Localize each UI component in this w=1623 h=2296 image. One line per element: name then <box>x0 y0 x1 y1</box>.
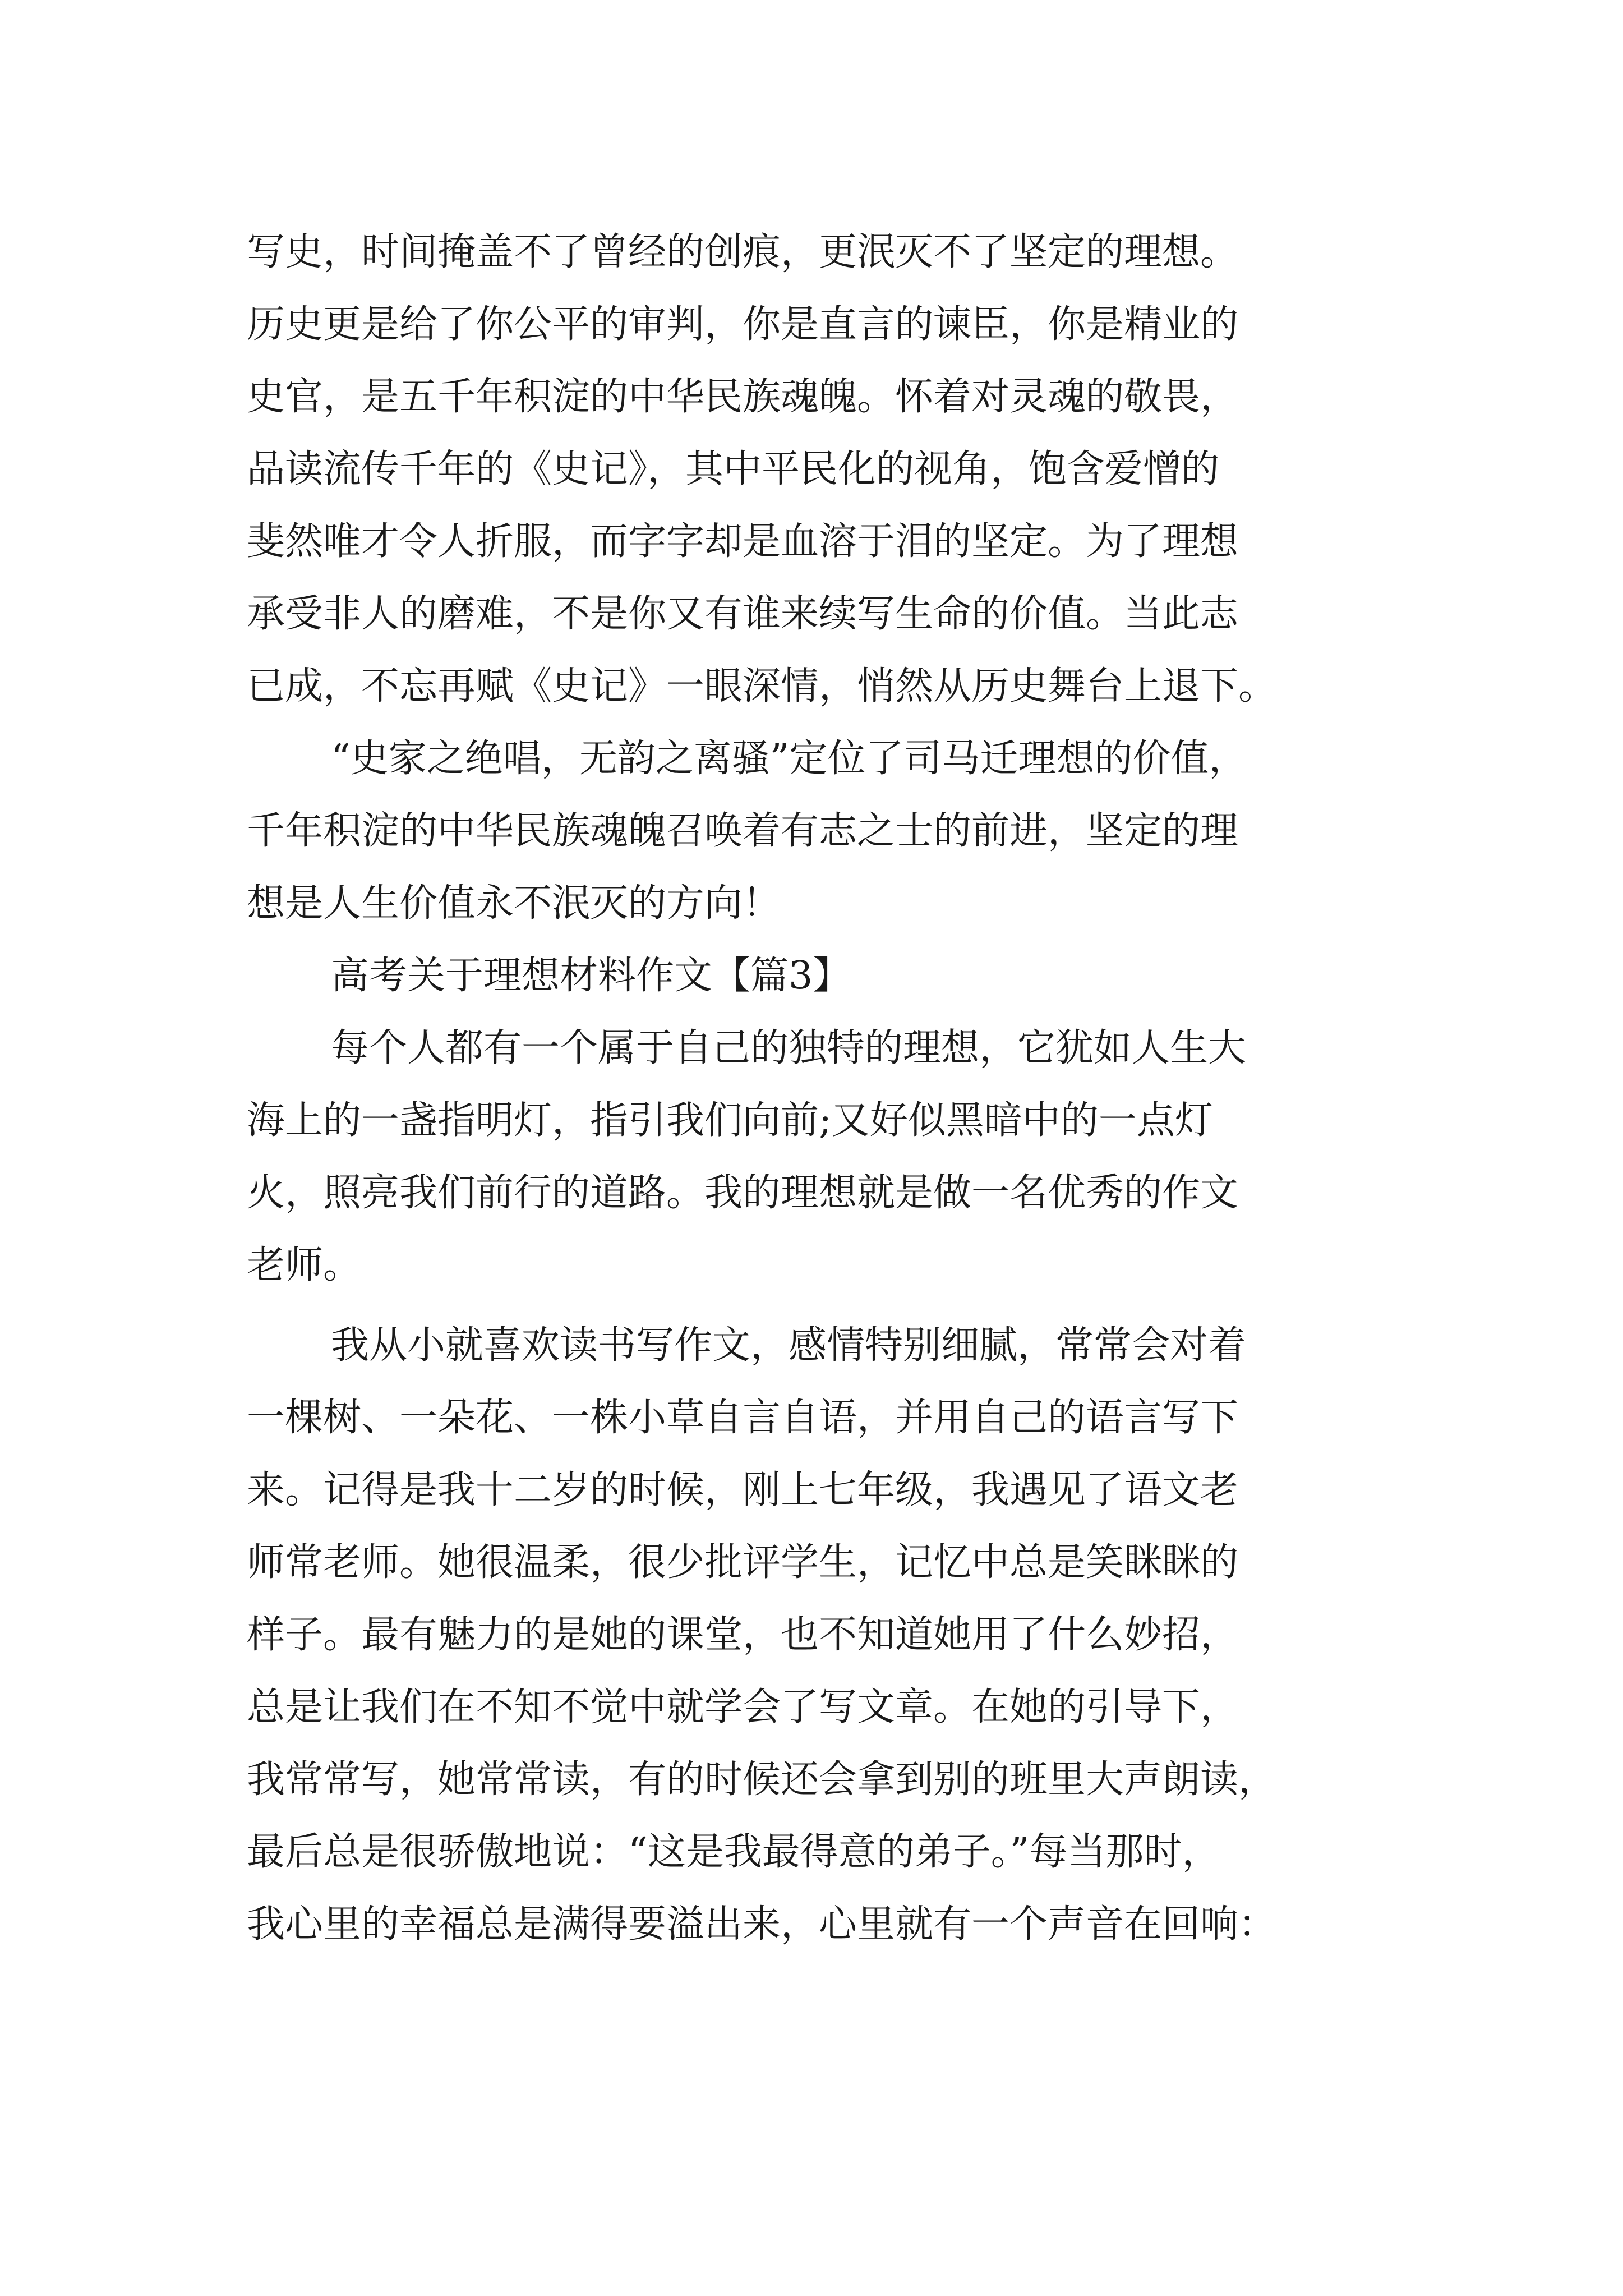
text-line: 海上的一盏指明灯，指引我们向前;又好似黑暗中的一点灯 <box>247 1098 1213 1143</box>
text-line: 最后总是很骄傲地说：“这是我最得意的弟子。”每当那时， <box>247 1830 1220 1874</box>
paragraph <box>247 216 1396 723</box>
text-line: 我心里的幸福总是满得要溢出来，心里就有一个声音在回响： <box>247 1902 1277 1947</box>
text-line: 斐然唯才令人折服，而字字却是血溶于泪的坚定。为了理想 <box>247 519 1239 564</box>
text-line: 高考关于理想材料作文【篇3】 <box>331 954 851 998</box>
text-line: 承受非人的磨难，不是你又有谁来续写生命的价值。当此志 <box>247 592 1239 636</box>
paragraph <box>247 1309 1396 1961</box>
document-body <box>247 216 1396 1961</box>
text-line: 老师。 <box>247 1243 362 1287</box>
text-line: 品读流传千年的《史记》，其中平民化的视角，饱含爱憎的 <box>247 447 1220 491</box>
text-line: 每个人都有一个属于自己的独特的理想，它犹如人生大 <box>331 1026 1247 1070</box>
text-line: 写史，时间掩盖不了曾经的创痕，更泯灭不了坚定的理想。 <box>247 230 1239 274</box>
text-line: 我常常写，她常常读，有的时候还会拿到别的班里大声朗读， <box>247 1757 1277 1802</box>
text-line: 一棵树、一朵花、一株小草自言自语，并用自己的语言写下 <box>247 1396 1239 1440</box>
text-line: 师常老师。她很温柔，很少批评学生，记忆中总是笑眯眯的 <box>247 1540 1239 1585</box>
text-line: 想是人生价值永不泯灭的方向！ <box>247 881 781 926</box>
text-line: 历史更是给了你公平的审判，你是直言的谏臣，你是精业的 <box>247 302 1239 347</box>
text-line: 已成，不忘再赋《史记》一眼深情，悄然从历史舞台上退下。 <box>247 664 1277 708</box>
text-line: 总是让我们在不知不觉中就学会了写文章。在她的引导下， <box>247 1685 1239 1729</box>
text-line: 来。记得是我十二岁的时候，刚上七年级，我遇见了语文老 <box>247 1468 1239 1512</box>
text-line: 我从小就喜欢读书写作文，感情特别细腻，常常会对着 <box>331 1323 1247 1368</box>
text-line: 火，照亮我们前行的道路。我的理想就是做一名优秀的作文 <box>247 1171 1239 1215</box>
text-line: 千年积淀的中华民族魂魄召唤着有志之士的前进，坚定的理 <box>247 809 1239 853</box>
paragraph-gap <box>247 1301 1396 1309</box>
text-line: 史官，是五千年积淀的中华民族魂魄。怀着对灵魂的敬畏， <box>247 375 1239 419</box>
paragraph <box>247 723 1396 940</box>
paragraph <box>247 1012 1396 1301</box>
paragraph <box>247 940 1396 1012</box>
text-line: 样子。最有魅力的是她的课堂，也不知道她用了什么妙招， <box>247 1613 1239 1657</box>
text-line: “史家之绝唱，无韵之离骚”定位了司马迁理想的价值， <box>331 737 1247 781</box>
